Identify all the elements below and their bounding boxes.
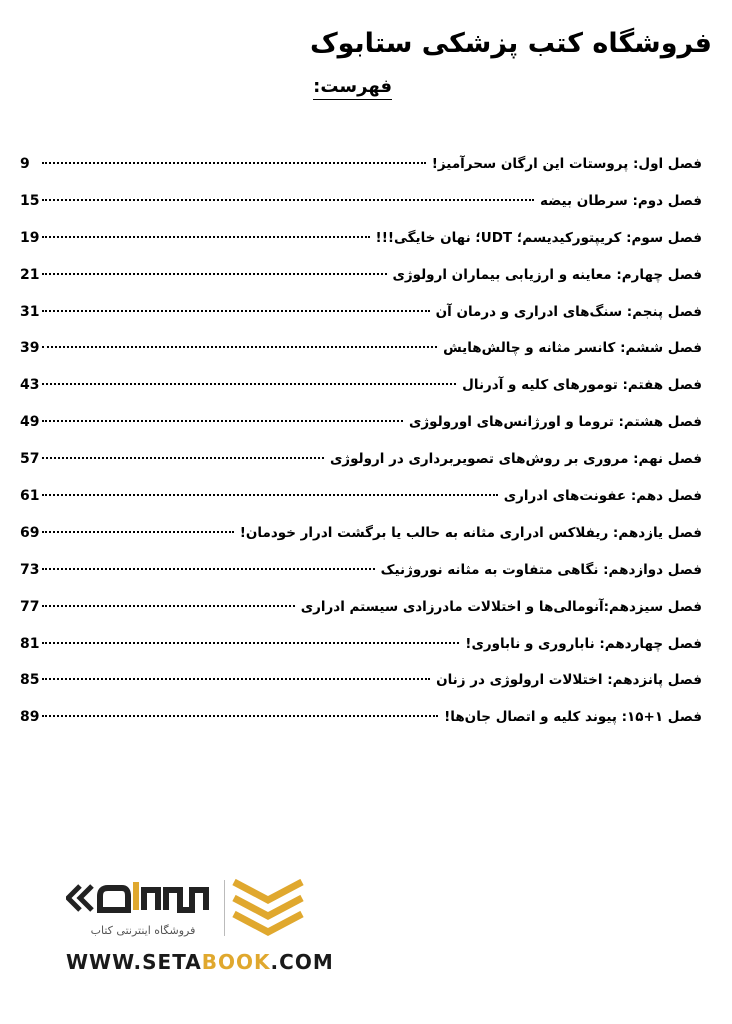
dot-leader [42,678,430,680]
toc-entry-page-number: 57 [20,451,40,468]
dot-leader [42,568,375,570]
toc-row [20,636,702,673]
toc-entry-label: فصل سوم: کریپتورکیدیسم؛ UDT؛ نهان خایگی!!! [375,229,702,246]
toc-entry-label: فصل دوازدهم: نگاهی متفاوت به مثانه نوروژنیک [380,561,702,578]
toc-entry-page-number: 73 [20,561,40,578]
toc-entry-page-number: 19 [20,229,40,246]
dot-leader [42,383,456,385]
toc-entry-label: فصل هفتم: تومورهای کلیه و آدرنال [462,377,702,394]
toc-entry-label: فصل یازدهم: ریفلاکس ادراری مثانه به حالب یا برگشت ادرار خودمان! [239,524,702,541]
table-of-contents [20,156,702,746]
toc-entry-label: فصل پنجم: سنگ‌های ادراری و درمان آن [435,303,702,320]
toc-row [20,230,702,267]
setabook-logo [66,872,334,982]
toc-entry-label: فصل دهم: عفونت‌های ادراری [503,488,702,505]
toc-row [20,414,702,451]
toc-entry-page-number: 31 [20,303,40,320]
dot-leader [42,605,295,607]
toc-entry-label: فصل دوم: سرطان بیضه [540,192,702,209]
dot-leader [42,346,437,348]
toc-entry-label: فصل چهاردهم: ناباروری و ناباوری! [465,635,702,652]
toc-row [20,488,702,525]
toc-row [20,672,702,709]
toc-entry-page-number: 9 [20,156,30,172]
toc-row [20,377,702,414]
toc-entry-label: فصل ششم: کانسر مثانه و چالش‌هایش [443,340,702,357]
toc-row [20,451,702,488]
toc-row [20,599,702,636]
dot-leader [42,236,370,238]
dot-leader [42,457,324,459]
website-url[interactable] [66,950,334,974]
dot-leader [42,531,234,533]
toc-entry-label: فصل چهارم: معاینه و ارزیابی بیماران ارولوژی [392,266,702,283]
dot-leader [42,310,430,312]
toc-entry-label: فصل اول: پروستات این ارگان سحرآمیز! [431,156,702,172]
toc-entry-page-number: 43 [20,377,40,394]
toc-entry-page-number: 21 [20,266,40,283]
toc-entry-page-number: 15 [20,192,40,209]
toc-entry-label: فصل هشتم: تروما و اورژانس‌های اورولوژی [409,414,702,431]
toc-entry-page-number: 89 [20,709,40,726]
url-part-2: .COM [270,950,334,974]
toc-heading: فهرست: [313,76,392,100]
toc-row [20,156,702,193]
dot-leader [42,420,403,422]
toc-entry-page-number: 39 [20,340,40,357]
dot-leader [42,494,498,496]
toc-entry-label: فصل نهم: مروری بر روش‌های تصویربرداری در ارولوژی [329,451,702,468]
toc-row [20,340,702,377]
dot-leader [42,273,387,275]
setabook-wordmark [66,876,222,922]
toc-row [20,709,702,746]
dot-leader [42,715,438,717]
toc-row [20,525,702,562]
toc-entry-page-number: 49 [20,414,40,431]
toc-entry-label: فصل پانزدهم: اختلالات ارولوژی در زنان [436,672,702,689]
toc-entry-label: فصل سیزدهم:آنومالی‌ها و اختلالات مادرزادی سیستم ادراری [300,598,702,615]
toc-row [20,562,702,599]
url-part-1: WWW.SETA [66,950,202,974]
toc-entry-page-number: 61 [20,488,40,505]
page-title: فروشگاه کتب پزشکی ستابوک [309,28,712,59]
toc-row [20,304,702,341]
toc-entry-page-number: 81 [20,635,40,652]
toc-entry-page-number: 85 [20,672,40,689]
book-stack-icon [230,872,306,942]
dot-leader [42,199,534,201]
toc-entry-label: فصل ۱+۱۵: پیوند کلیه و اتصال جان‌ها! [444,709,702,726]
dot-leader [42,162,426,164]
toc-row [20,193,702,230]
dot-leader [42,642,459,644]
toc-entry-page-number: 69 [20,524,40,541]
logo-tagline: فروشگاه اینترنتی کتاب [90,924,196,937]
logo-divider [224,880,225,936]
toc-row [20,267,702,304]
url-part-accent: BOOK [201,950,271,974]
toc-entry-page-number: 77 [20,598,40,615]
